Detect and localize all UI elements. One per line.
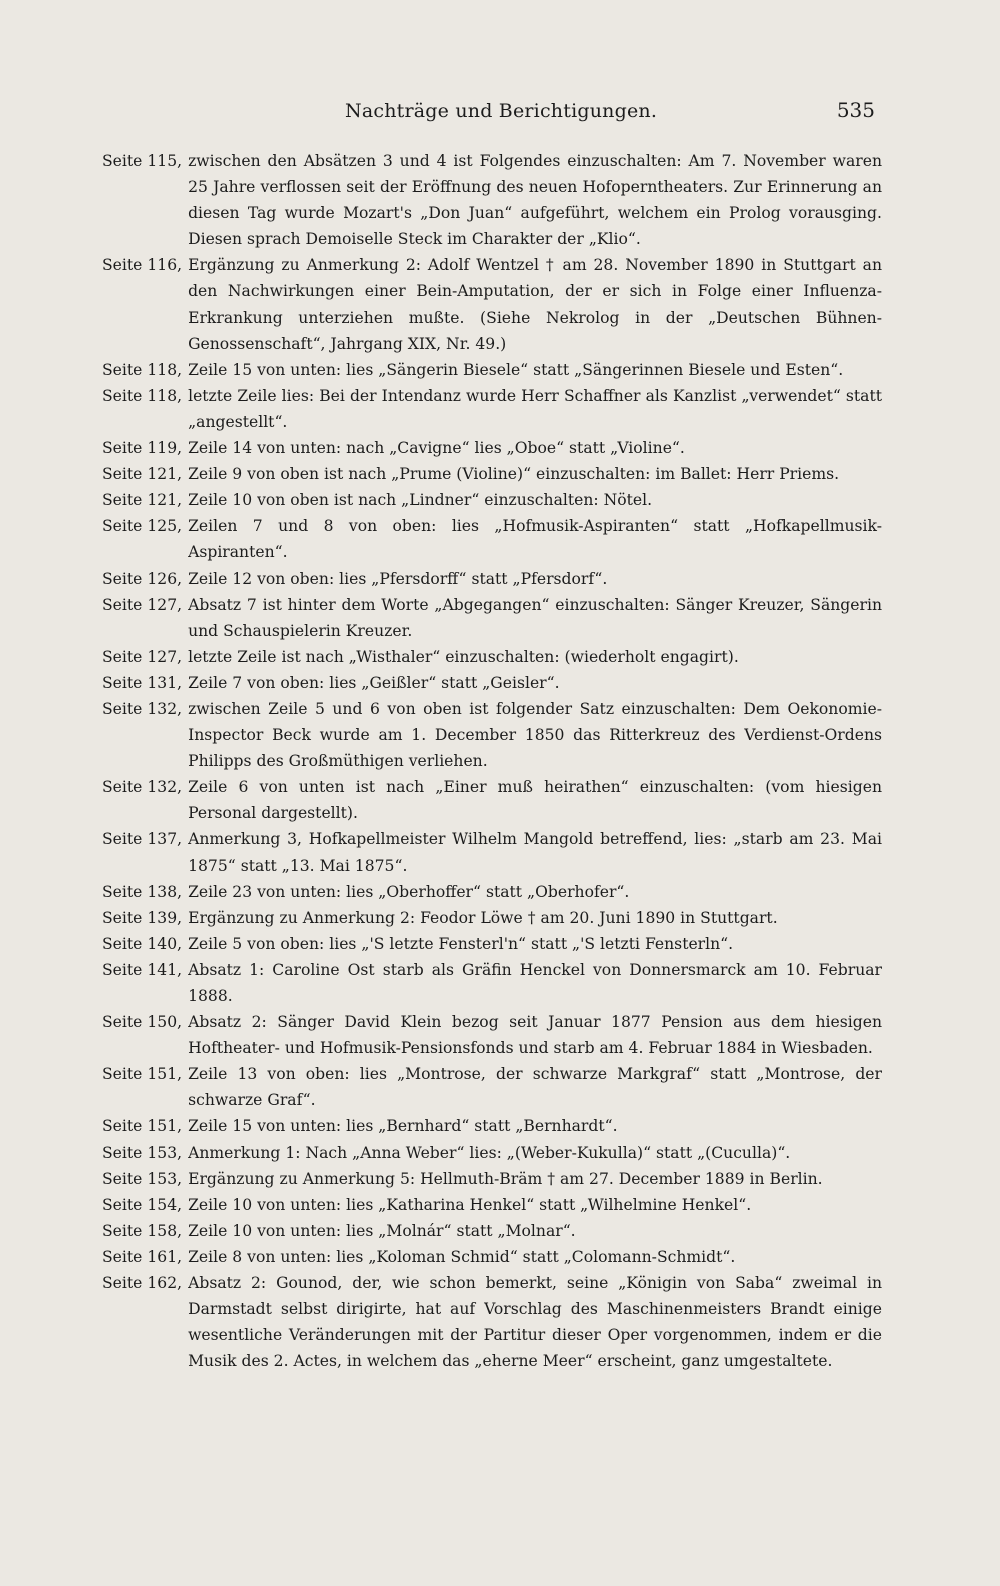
- errata-entry: [102, 774, 882, 826]
- page-reference: Seite 127,: [102, 595, 183, 614]
- errata-entry: [102, 905, 882, 931]
- correction-text: Ergänzung zu Anmerkung 5: Hellmuth-Bräm † am 27. December 1889 in Berlin.: [188, 1169, 823, 1188]
- correction-text: Zeile 8 von unten: lies „Koloman Schmid“ statt „Colomann-Schmidt“.: [188, 1247, 736, 1266]
- correction-text: Zeile 5 von oben: lies „'S letzte Fensterl'n“ statt „'S letzti Fensterln“.: [188, 934, 734, 953]
- page-reference: Seite 132,: [102, 778, 183, 797]
- errata-entry: [102, 957, 882, 1009]
- page-reference: Seite 125,: [102, 517, 183, 536]
- correction-text: Zeile 12 von oben: lies „Pfersdorff“ statt „Pfersdorf“.: [188, 569, 608, 588]
- page-reference: Seite 127,: [102, 647, 183, 666]
- errata-entry: [102, 461, 882, 487]
- page-reference: Seite 131,: [102, 673, 183, 692]
- correction-text: Zeile 14 von unten: nach „Cavigne“ lies „Oboe“ statt „Violine“.: [188, 439, 685, 458]
- correction-text: zwischen Zeile 5 und 6 von oben ist folgender Satz einzuschalten: Dem Oekonomie-Inspector Beck wurde am 1. December 1850 das Ritterkreuz des Verdienst-Ordens Philipps des Großmüthigen verliehen.: [188, 699, 882, 771]
- errata-entry: [102, 1140, 882, 1166]
- correction-text: Zeile 9 von oben ist nach „Prume (Violine)“ einzuschalten: im Ballet: Herr Priems.: [188, 465, 840, 484]
- errata-entry: [102, 252, 882, 356]
- errata-entry: [102, 513, 882, 565]
- errata-entry: [102, 435, 882, 461]
- correction-text: Zeilen 7 und 8 von oben: lies „Hofmusik-Aspiranten“ statt „Hofkapellmusik-Aspiranten“.: [188, 517, 882, 562]
- correction-text: letzte Zeile lies: Bei der Intendanz wurde Herr Schaffner als Kanzlist „verwendet“ statt „angestellt“.: [188, 386, 882, 431]
- errata-entry: [102, 1009, 882, 1061]
- correction-text: Zeile 15 von unten: lies „Sängerin Biesele“ statt „Sängerinnen Biesele und Esten“.: [188, 360, 844, 379]
- page-reference: Seite 161,: [102, 1247, 183, 1266]
- errata-entry: [102, 357, 882, 383]
- correction-text: zwischen den Absätzen 3 und 4 ist Folgendes einzuschalten: Am 7. November waren 25 Jahre verflossen seit der Eröffnung des neuen Hofoperntheaters. Zur Erinnerung an diesen Tag wurde Mozart's „Don Juan“ aufgeführt, welchem ein Prolog vorausging. Diesen sprach Demoiselle Steck im Charakter der „Klio“.: [188, 152, 882, 249]
- page-reference: Seite 121,: [102, 465, 183, 484]
- page-reference: Seite 118,: [102, 360, 183, 379]
- errata-entry: [102, 1218, 882, 1244]
- errata-entry: [102, 1166, 882, 1192]
- correction-text: Ergänzung zu Anmerkung 2: Feodor Löwe † am 20. Juni 1890 in Stuttgart.: [188, 908, 778, 927]
- page-reference: Seite 162,: [102, 1274, 183, 1293]
- page-reference: Seite 153,: [102, 1169, 183, 1188]
- errata-entry: [102, 931, 882, 957]
- page-reference: Seite 141,: [102, 960, 183, 979]
- errata-list: [102, 148, 882, 1374]
- errata-entry: [102, 879, 882, 905]
- page-reference: Seite 115,: [102, 152, 183, 170]
- page-number: 535: [836, 98, 875, 122]
- errata-entry: [102, 383, 882, 435]
- correction-text: Absatz 2: Gounod, der, wie schon bemerkt, seine „Königin von Saba“ zweimal in Darmstadt selbst dirigirte, hat auf Vorschlag des Maschinenmeisters Brandt einige wesentliche Veränderungen mit der Partitur dieser Oper vorgenommen, indem er die Musik des 2. Actes, in welchem das „eherne Meer“ erscheint, ganz umgestaltete.: [188, 1274, 882, 1371]
- correction-text: Zeile 7 von oben: lies „Geißler“ statt „Geisler“.: [188, 673, 560, 692]
- correction-text: Absatz 1: Caroline Ost starb als Gräfin Henckel von Donnersmarck am 10. Februar 1888.: [188, 960, 882, 1005]
- page-reference: Seite 118,: [102, 386, 183, 405]
- correction-text: Zeile 10 von unten: lies „Katharina Henkel“ statt „Wilhelmine Henkel“.: [188, 1195, 752, 1214]
- page-reference: Seite 151,: [102, 1065, 183, 1084]
- running-head: [0, 100, 1000, 130]
- page-reference: Seite 154,: [102, 1195, 183, 1214]
- errata-entry: [102, 1061, 882, 1113]
- errata-entry: [102, 1113, 882, 1139]
- correction-text: Zeile 13 von oben: lies „Montrose, der schwarze Markgraf“ statt „Montrose, der schwarze Graf“.: [188, 1065, 882, 1110]
- errata-entry: [102, 487, 882, 513]
- page-reference: Seite 140,: [102, 934, 183, 953]
- errata-entry: [102, 566, 882, 592]
- page-reference: Seite 158,: [102, 1221, 183, 1240]
- errata-entry: [102, 670, 882, 696]
- errata-entry: [102, 644, 882, 670]
- errata-entry: [102, 148, 882, 252]
- correction-text: Anmerkung 3, Hofkapellmeister Wilhelm Mangold betreffend, lies: „starb am 23. Mai 1875“ statt „13. Mai 1875“.: [188, 830, 882, 875]
- running-title: Nachträge und Berichtigungen.: [345, 100, 658, 122]
- page-reference: Seite 126,: [102, 569, 183, 588]
- page-reference: Seite 119,: [102, 439, 183, 458]
- page-reference: Seite 132,: [102, 699, 183, 718]
- errata-entry: [102, 592, 882, 644]
- page-reference: Seite 138,: [102, 882, 183, 901]
- correction-text: Zeile 10 von oben ist nach „Lindner“ einzuschalten: Nötel.: [188, 491, 653, 510]
- page-reference: Seite 121,: [102, 491, 183, 510]
- page-reference: Seite 137,: [102, 830, 183, 849]
- errata-entry: [102, 1270, 882, 1374]
- page-reference: Seite 116,: [102, 256, 183, 275]
- correction-text: Zeile 10 von unten: lies „Molnár“ statt „Molnar“.: [188, 1221, 576, 1240]
- errata-entry: [102, 1192, 882, 1218]
- correction-text: letzte Zeile ist nach „Wisthaler“ einzuschalten: (wiederholt engagirt).: [188, 647, 739, 666]
- correction-text: Ergänzung zu Anmerkung 2: Adolf Wentzel † am 28. November 1890 in Stuttgart an den Nachwirkungen einer Bein-Amputation, der er sich in Folge einer Influenza-Erkrankung unterziehen mußte. (Siehe Nekrolog in der „Deutschen Bühnen-Genossenschaft“, Jahrgang XIX, Nr. 49.): [188, 256, 882, 353]
- errata-entry: [102, 696, 882, 774]
- correction-text: Zeile 6 von unten ist nach „Einer muß heirathen“ einzuschalten: (vom hiesigen Personal dargestellt).: [188, 778, 882, 823]
- correction-text: Absatz 2: Sänger David Klein bezog seit Januar 1877 Pension aus dem hiesigen Hoftheater- und Hofmusik-Pensionsfonds und starb am 4. Februar 1884 in Wiesbaden.: [188, 1013, 882, 1058]
- page-reference: Seite 150,: [102, 1013, 183, 1032]
- correction-text: Zeile 15 von unten: lies „Bernhard“ statt „Bernhardt“.: [188, 1117, 618, 1136]
- page-reference: Seite 139,: [102, 908, 183, 927]
- correction-text: Anmerkung 1: Nach „Anna Weber“ lies: „(Weber-Kukulla)“ statt „(Cuculla)“.: [188, 1143, 791, 1162]
- correction-text: Zeile 23 von unten: lies „Oberhoffer“ statt „Oberhofer“.: [188, 882, 630, 901]
- page-reference: Seite 153,: [102, 1143, 183, 1162]
- errata-entry: [102, 1244, 882, 1270]
- errata-entry: [102, 826, 882, 878]
- page-reference: Seite 151,: [102, 1117, 183, 1136]
- correction-text: Absatz 7 ist hinter dem Worte „Abgegangen“ einzuschalten: Sänger Kreuzer, Sängerin und Schauspielerin Kreuzer.: [188, 595, 882, 640]
